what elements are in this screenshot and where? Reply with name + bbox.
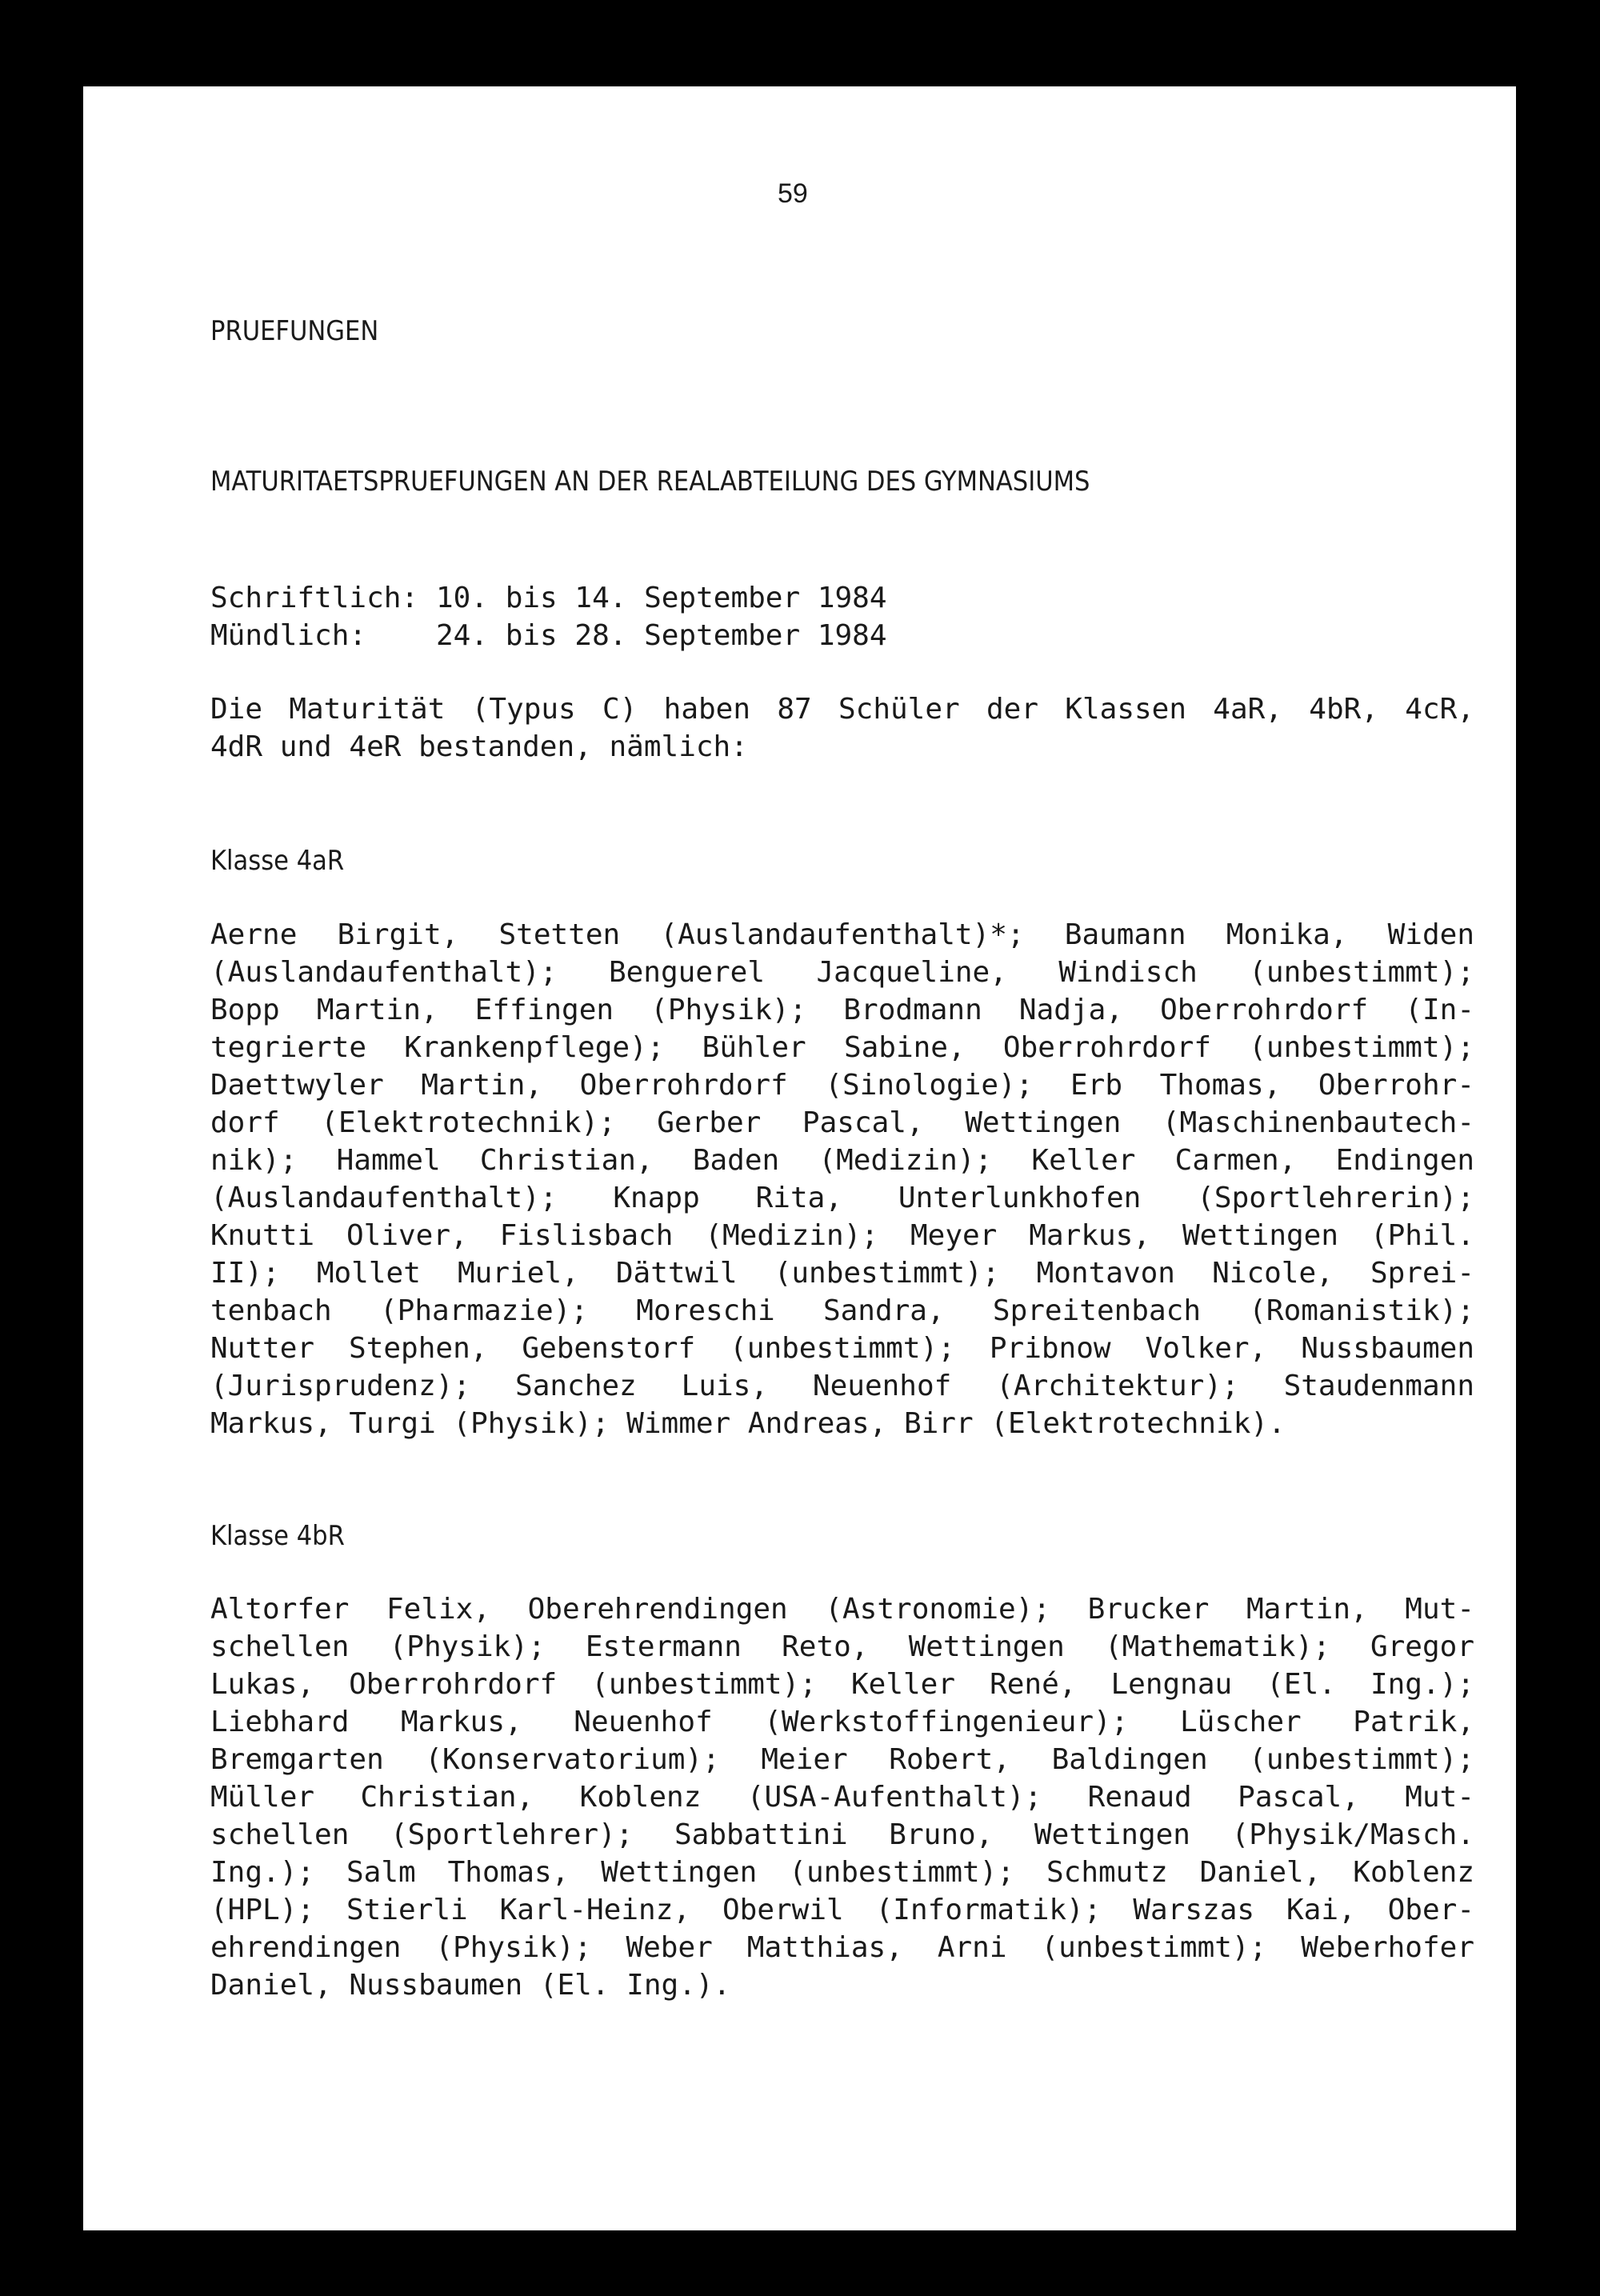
- list-line: Daettwyler Martin, Oberrohrdorf (Sinologie); Erb Thomas, Oberrohr-: [210, 1069, 1474, 1102]
- section-title: PRUEFUNGEN: [210, 315, 379, 347]
- class-heading-4br: Klasse 4bR: [210, 1520, 345, 1552]
- list-line: Nutter Stephen, Gebenstorf (unbestimmt); Pribnow Volker, Nussbaumen: [210, 1332, 1474, 1365]
- list-line: Ing.); Salm Thomas, Wettingen (unbestimmt); Schmutz Daniel, Koblenz: [210, 1856, 1474, 1889]
- list-line: (Auslandaufenthalt); Knapp Rita, Unterlunkhofen (Sportlehrerin);: [210, 1182, 1474, 1214]
- list-line: tegrierte Krankenpflege); Bühler Sabine, Oberrohrdorf (unbestimmt);: [210, 1031, 1474, 1064]
- written-value: 10. bis 14. September 1984: [436, 582, 887, 614]
- list-line: Liebhard Markus, Neuenhof (Werkstoffingenieur); Lüscher Patrik,: [210, 1706, 1474, 1738]
- list-line: Lukas, Oberrohrdorf (unbestimmt); Keller René, Lengnau (El. Ing.);: [210, 1668, 1474, 1701]
- document-page: [83, 86, 1516, 2230]
- list-line: II); Mollet Muriel, Dättwil (unbestimmt); Montavon Nicole, Sprei-: [210, 1257, 1474, 1290]
- oral-value: 24. bis 28. September 1984: [436, 619, 887, 652]
- intro-line: Die Maturität (Typus C) haben 87 Schüler der Klassen 4aR, 4bR, 4cR,: [210, 693, 1474, 726]
- list-line: Altorfer Felix, Oberehrendingen (Astronomie); Brucker Martin, Mut-: [210, 1593, 1474, 1626]
- list-line: schellen (Physik); Estermann Reto, Wettingen (Mathematik); Gregor: [210, 1630, 1474, 1663]
- written-label: Schriftlich:: [210, 582, 419, 614]
- list-line: ehrendingen (Physik); Weber Matthias, Arni (unbestimmt); Weberhofer: [210, 1931, 1474, 1964]
- list-line: Markus, Turgi (Physik); Wimmer Andreas, Birr (Elektrotechnik).: [210, 1407, 1286, 1440]
- list-line: Bopp Martin, Effingen (Physik); Brodmann Nadja, Oberrohrdorf (In-: [210, 994, 1474, 1026]
- page-number: 59: [778, 178, 808, 209]
- class-4br-list: [210, 1590, 1474, 2004]
- list-line: Daniel, Nussbaumen (El. Ing.).: [210, 1969, 731, 2002]
- list-line: dorf (Elektrotechnik); Gerber Pascal, Wettingen (Maschinenbautech-: [210, 1106, 1474, 1139]
- list-line: (HPL); Stierli Karl-Heinz, Oberwil (Informatik); Warszas Kai, Ober-: [210, 1894, 1474, 1926]
- list-line: tenbach (Pharmazie); Moreschi Sandra, Spreitenbach (Romanistik);: [210, 1294, 1474, 1327]
- subsection-title: MATURITAETSPRUEFUNGEN AN DER REALABTEILUNG DES GYMNASIUMS: [210, 466, 1090, 498]
- list-line: Bremgarten (Konservatorium); Meier Robert, Baldingen (unbestimmt);: [210, 1743, 1474, 1776]
- list-line: nik); Hammel Christian, Baden (Medizin); Keller Carmen, Endingen: [210, 1144, 1474, 1177]
- list-line: schellen (Sportlehrer); Sabbattini Bruno, Wettingen (Physik/Masch.: [210, 1818, 1474, 1851]
- class-heading-4ar: Klasse 4aR: [210, 845, 345, 877]
- list-line: (Auslandaufenthalt); Benguerel Jacqueline, Windisch (unbestimmt);: [210, 956, 1474, 989]
- list-line: Knutti Oliver, Fislisbach (Medizin); Meyer Markus, Wettingen (Phil.: [210, 1219, 1474, 1252]
- list-line: Aerne Birgit, Stetten (Auslandaufenthalt)*; Baumann Monika, Widen: [210, 918, 1474, 951]
- list-line: Müller Christian, Koblenz (USA-Aufenthalt); Renaud Pascal, Mut-: [210, 1781, 1474, 1814]
- intro-paragraph: [210, 690, 1474, 766]
- intro-line: 4dR und 4eR bestanden, nämlich:: [210, 730, 748, 763]
- class-4ar-list: [210, 916, 1474, 1442]
- list-line: (Jurisprudenz); Sanchez Luis, Neuenhof (Architektur); Staudenmann: [210, 1370, 1474, 1402]
- oral-label: Mündlich:: [210, 619, 367, 652]
